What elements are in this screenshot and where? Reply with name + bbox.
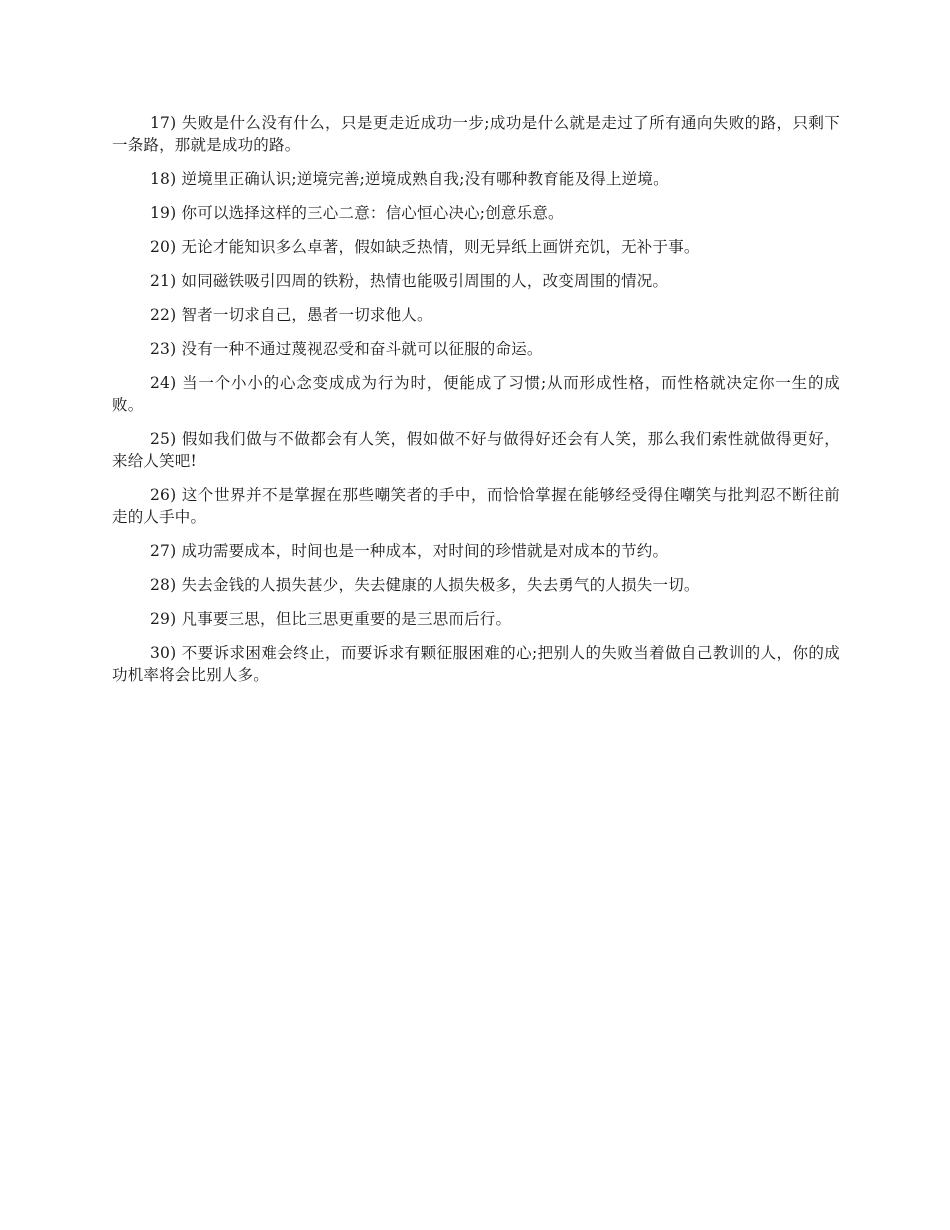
paragraph-17: 17) 失败是什么没有什么，只是更走近成功一步;成功是什么就是走过了所有通向失败的路，只剩下一条路，那就是成功的路。 — [112, 114, 840, 154]
paragraph-29: 29) 凡事要三思，但比三思更重要的是三思而后行。 — [150, 610, 512, 628]
paragraph-26: 26) 这个世界并不是掌握在那些嘲笑者的手中，而恰恰掌握在能够经受得住嘲笑与批判忍不断往前走的人手中。 — [112, 486, 840, 526]
paragraph-24: 24) 当一个小小的心念变成成为行为时，便能成了习惯;从而形成性格，而性格就决定你一生的成败。 — [112, 374, 840, 414]
paragraph-22: 22) 智者一切求自己，愚者一切求他人。 — [150, 306, 433, 324]
paragraph-28: 28) 失去金钱的人损失甚少，失去健康的人损失极多，失去勇气的人损失一切。 — [150, 576, 700, 594]
paragraph-23: 23) 没有一种不通过蔑视忍受和奋斗就可以征服的命运。 — [150, 340, 543, 358]
paragraph-19: 19) 你可以选择这样的三心二意：信心恒心决心;创意乐意。 — [150, 204, 564, 222]
paragraph-20: 20) 无论才能知识多么卓著，假如缺乏热情，则无异纸上画饼充饥，无补于事。 — [150, 238, 700, 256]
document-page — [112, 112, 840, 698]
paragraph-21: 21) 如同磁铁吸引四周的铁粉，热情也能吸引周围的人，改变周围的情况。 — [150, 272, 669, 290]
paragraph-18: 18) 逆境里正确认识;逆境完善;逆境成熟自我;没有哪种教育能及得上逆境。 — [150, 170, 669, 188]
paragraph-25: 25) 假如我们做与不做都会有人笑，假如做不好与做得好还会有人笑，那么我们索性就做得更好，来给人笑吧! — [112, 430, 840, 470]
paragraph-27: 27) 成功需要成本，时间也是一种成本，对时间的珍惜就是对成本的节约。 — [150, 542, 669, 560]
paragraph-30: 30) 不要诉求困难会终止，而要诉求有颗征服困难的心;把别人的失败当着做自己教训的人，你的成功机率将会比别人多。 — [112, 644, 840, 684]
